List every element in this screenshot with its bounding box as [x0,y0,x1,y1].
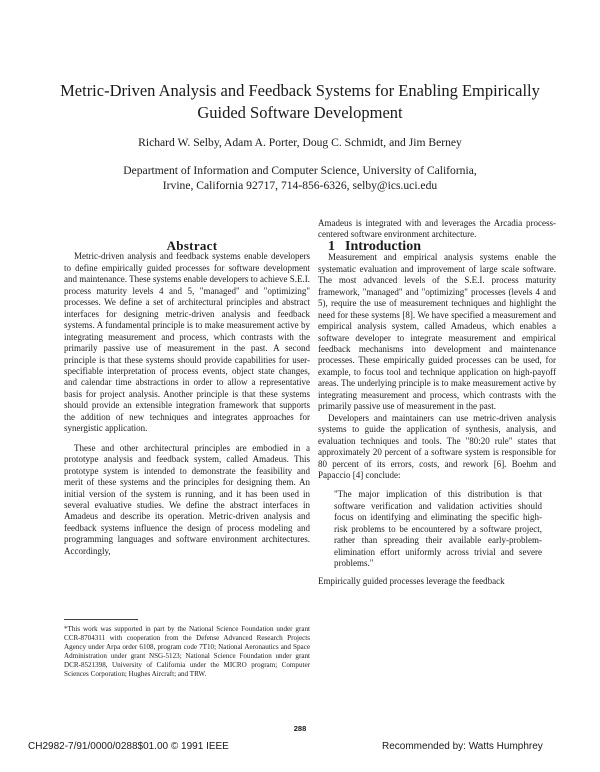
title-line-2: Guided Software Development [197,103,403,122]
recommended-by: Recommended by: Watts Humphrey [382,741,543,752]
abstract-continuation: Amadeus is integrated with and leverages the Arcadia process-centered software environment architecture. [318,218,556,240]
section-title: Introduction [345,238,421,254]
affiliation [40,163,560,193]
footnote: *This work was supported in part by the National Science Foundation under grant CCR-8704311 with cooperation from the Defense Advanced Research Projects Agency under Arpa order 6108, program code 7T10; National Aeronautics and Space Administration under grant NSG-5123; National Science Foundation under grant DCR-8521398, University of California under the MICRO program; Computer Sciences Corporation; Hughes Aircraft; and TRW. [64,625,310,678]
abstract-paragraph-1: Metric-driven analysis and feedback systems enable developers to define empirically guided processes for software development and maintenance. These systems enable developers to achieve S.E.I. process maturity levels 4 and 5, "managed" and "optimizing" processes. We define a set of architectural principles and abstract interfaces for designing metric-driven analysis and feedback systems. A fundamental principle is to make measurement active by integrating measurement and process, which contrasts with the primarily passive use of measurement in the past. A second principle is that these systems should provide capabilities for user-specifiable interpretation of process events, object state changes, and calendar time abstractions in order to allow a representative basis for project analysis. Another principle is that these systems should provide an extensible integration framework that supports the addition of new techniques and integrates approaches for synergistic application. [64,251,310,434]
affiliation-line-1: Department of Information and Computer Science, University of California, [123,164,477,177]
left-column [64,240,310,557]
right-column [318,218,556,587]
intro-paragraph-1: Measurement and empirical analysis systems enable the systematic evaluation and improvement of large scale software. The most advanced levels of the S.E.I. process maturity framework, "managed" and "optimizing" processes (levels 4 and 5), require the use of measurement techniques and highlight the need for these systems [8]. We have specified a measurement and empirical analysis system, called Amadeus, which enables a software developer to integrate measurement and empirical feedback mechanisms into development and maintenance processes. These empirically guided processes can be used, for example, to focus tool and technique application on high-payoff areas. The underlying principle is to make measurement active by integrating measurement and process, which contrasts with the primarily passive use of measurement in the past. [318,252,556,412]
abstract-paragraph-2: These and other architectural principles are embodied in a prototype analysis and feedback system, called Amadeus. This prototype system is intended to demonstrate the feasibility and merit of these systems and the principles for designing them. An initial version of the system is running, and it has been used in several evaluative studies. We define the abstract interfaces in Amadeus and describe its operation. Metric-driven analysis and feedback systems influence the design of process modeling and programming languages and software environment architectures. Accordingly, [64,442,310,556]
block-quote: "The major implication of this distribution is that software verification and validation activities should focus on identifying and eliminating the specific high-risk problems to be encountered by a software project, rather than spreading their available early-problem-elimination effort uniformly across trivial and severe problems." [334,489,542,569]
page-number: 288 [293,724,307,733]
footnote-rule [64,619,138,620]
section-number: 1 [328,238,335,254]
affiliation-line-2: Irvine, California 92717, 714-856-6326, selby@ics.uci.edu [162,179,438,192]
section-heading [318,238,556,254]
title-line-1: Metric-Driven Analysis and Feedback Systems for Enabling Empirically [60,81,540,100]
copyright-line: CH2982-7/91/0000/0288$01.00 © 1991 IEEE [28,741,229,752]
paper-title [40,80,560,124]
authors: Richard W. Selby, Adam A. Porter, Doug C. Schmidt, and Jim Berney [138,136,462,149]
intro-paragraph-2: Developers and maintainers can use metric-driven analysis systems to guide the application of synthesis, analysis, and evaluation techniques and tools. The "80:20 rule" states that approximately 20 percent of a software system is responsible for 80 percent of its errors, costs, and rework [6]. Boehm and Papaccio [4] conclude: [318,412,556,480]
intro-paragraph-3: Empirically guided processes leverage the feedback [318,575,505,586]
abstract-heading: Abstract [166,238,218,253]
